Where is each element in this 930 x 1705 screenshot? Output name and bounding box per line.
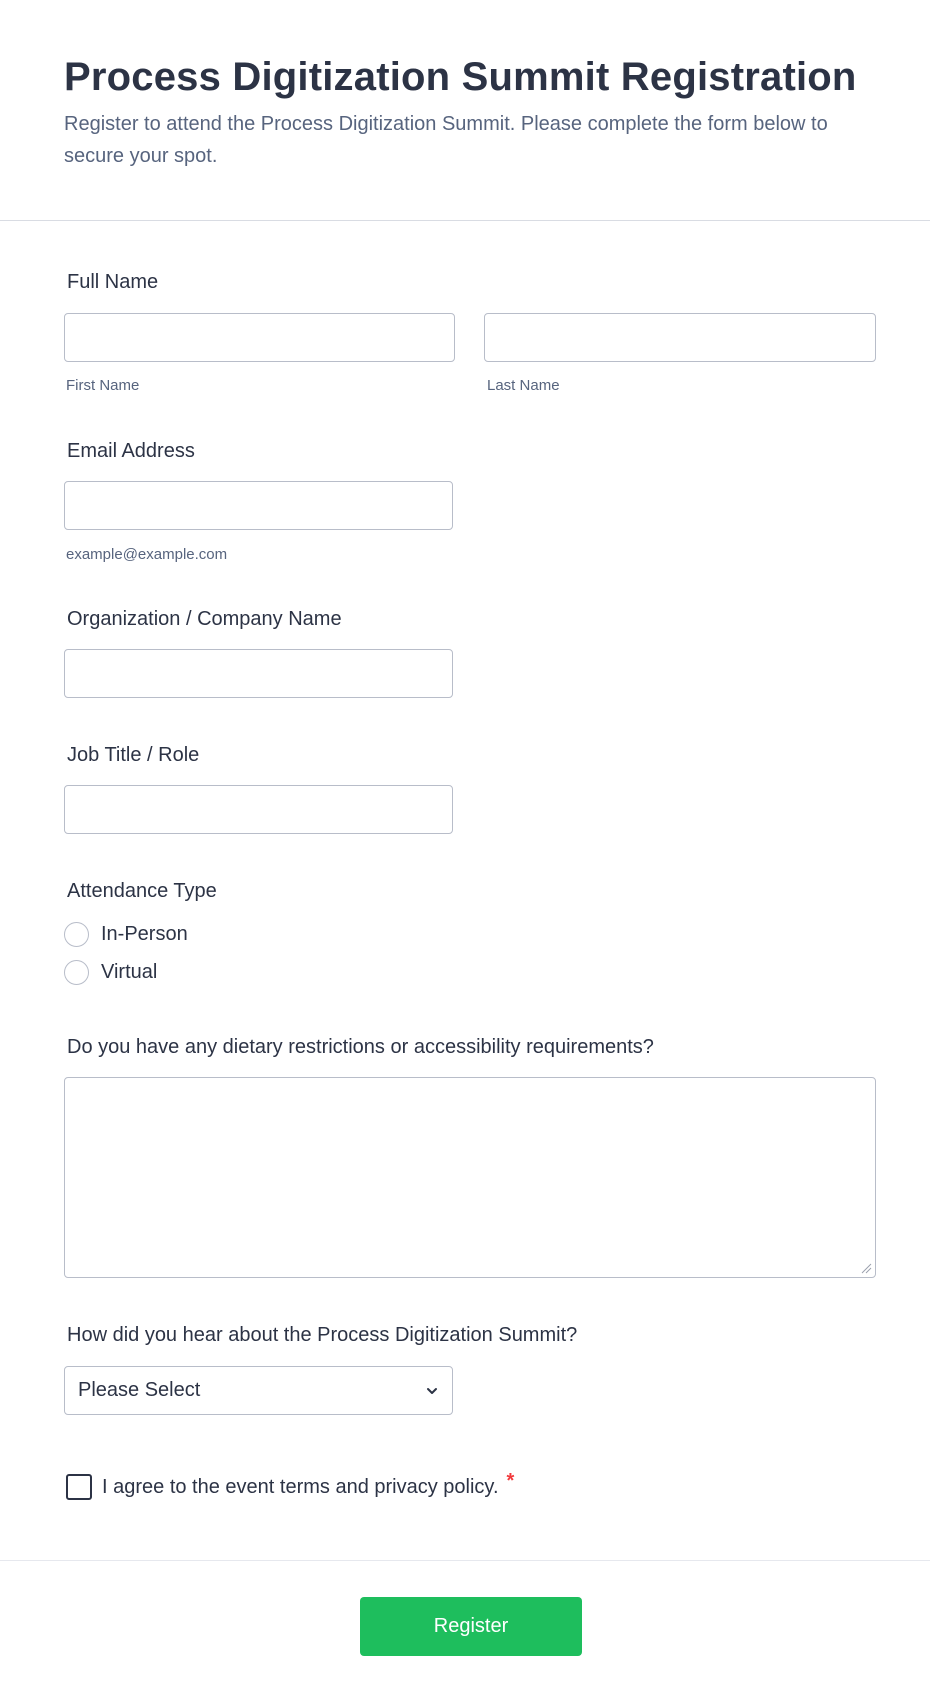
form-description: Register to attend the Process Digitization Summit. Please complete the form below to secure your spot. [64,113,828,167]
attendance-option-label: In-Person [101,923,188,945]
last-name-input[interactable] [484,313,876,362]
terms-checkbox[interactable] [66,1474,92,1500]
full-name-label: Full Name [67,271,159,293]
first-name-sublabel: First Name [66,377,140,394]
email-label: Email Address [67,440,195,462]
attendance-type-label: Attendance Type [67,880,217,902]
referral-label: How did you hear about the Process Digitization Summit? [67,1324,578,1346]
last-name-sublabel: Last Name [487,377,560,394]
radio-button[interactable] [64,922,89,947]
dietary-textarea[interactable] [64,1077,876,1278]
first-name-input[interactable] [64,313,455,362]
organization-input[interactable] [64,649,453,698]
organization-label: Organization / Company Name [67,608,342,630]
form-header [0,0,930,221]
attendance-option-in-person[interactable] [64,922,188,947]
job-title-input[interactable] [64,785,453,834]
attendance-option-virtual[interactable] [64,960,157,985]
radio-button[interactable] [64,960,89,985]
referral-select[interactable] [64,1366,453,1415]
form-title: Process Digitization Summit Registration [64,55,857,99]
attendance-option-label: Virtual [101,961,158,983]
terms-agreement[interactable] [66,1469,515,1500]
required-mark: * [506,1469,515,1492]
terms-label: I agree to the event terms and privacy policy. [102,1475,499,1498]
register-button[interactable]: Register [360,1597,582,1656]
email-sublabel: example@example.com [66,546,228,563]
dietary-label: Do you have any dietary restrictions or accessibility requirements? [67,1036,654,1058]
resize-grip-icon[interactable] [860,1262,872,1274]
chevron-down-icon [425,1384,439,1398]
referral-selected-value: Please Select [78,1379,201,1401]
footer-divider [0,1560,930,1561]
email-input[interactable] [64,481,453,530]
job-title-label: Job Title / Role [67,744,200,766]
